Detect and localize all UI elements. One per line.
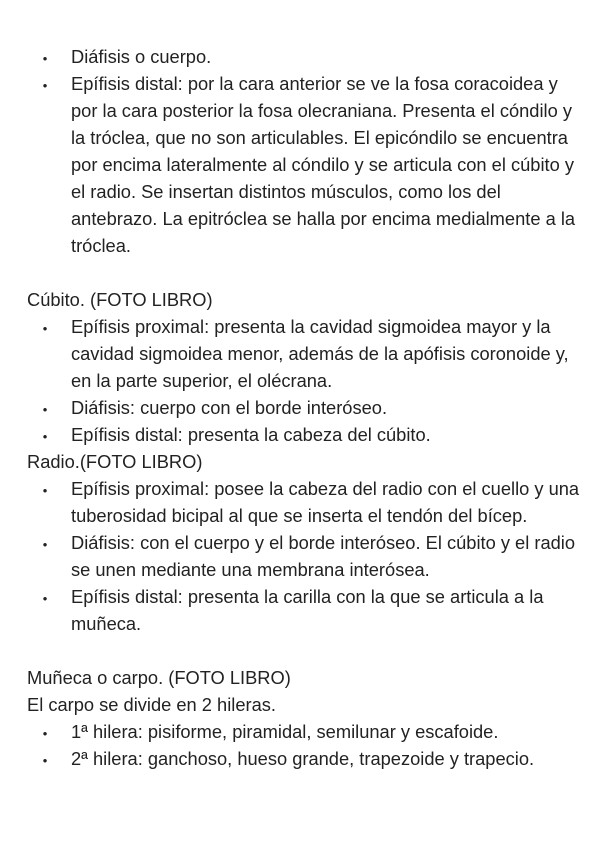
list-item: • Diáfisis o cuerpo.: [27, 43, 587, 70]
bullet-icon: [40, 529, 50, 558]
cubito-list: [27, 313, 587, 448]
carpo-list: [27, 718, 587, 772]
cubito-heading: Cúbito. (FOTO LIBRO): [27, 289, 213, 310]
list-item: • 1ª hilera: pisiforme, piramidal, semilunar y escafoide.: [27, 718, 587, 745]
list-item: • Epífisis distal: por la cara anterior se ve la fosa coracoidea y por la cara posterior la fosa olecraniana. Presenta el cóndilo y la tróclea, que no son articulables. El epicóndilo se encuentra por encima lateralmente al cóndilo y se articula con el cúbito y el radio. Se insertan distintos músculos, como los del antebrazo. La epitróclea se halla por encima medialmente a la tróclea.: [27, 70, 587, 259]
list-item: • Diáfisis: con el cuerpo y el borde interóseo. El cúbito y el radio se unen mediante una membrana interósea.: [27, 529, 587, 583]
bullet-icon: [40, 475, 50, 504]
list-item: • Epífisis proximal: posee la cabeza del radio con el cuello y una tuberosidad bicipal al que se inserta el tendón del bícep.: [27, 475, 587, 529]
bullet-icon: [40, 745, 50, 774]
list-item: • Epífisis distal: presenta la cabeza del cúbito.: [27, 421, 587, 448]
bullet-icon: [40, 394, 50, 423]
bullet-icon: [40, 313, 50, 342]
carpo-heading: Muñeca o carpo. (FOTO LIBRO): [27, 667, 291, 688]
list-item: • 2ª hilera: ganchoso, hueso grande, trapezoide y trapecio.: [27, 745, 587, 772]
list-item: • Diáfisis: cuerpo con el borde interóseo.: [27, 394, 587, 421]
list-item: • Epífisis proximal: presenta la cavidad sigmoidea mayor y la cavidad sigmoidea menor, además de la apófisis coronoide y, en la parte superior, el olécrana.: [27, 313, 587, 394]
bullet-icon: [40, 43, 50, 72]
humero-list: [27, 43, 587, 259]
spacer: [27, 259, 587, 286]
list-item: • Epífisis distal: presenta la carilla con la que se articula a la muñeca.: [27, 583, 587, 637]
spacer: [27, 637, 587, 664]
bullet-icon: [40, 70, 50, 99]
document-body: [27, 43, 587, 772]
bullet-icon: [40, 718, 50, 747]
radio-list: [27, 475, 587, 637]
radio-heading: Radio.(FOTO LIBRO): [27, 451, 203, 472]
bullet-icon: [40, 421, 50, 450]
bullet-icon: [40, 583, 50, 612]
carpo-intro: El carpo se divide en 2 hileras.: [27, 694, 276, 715]
